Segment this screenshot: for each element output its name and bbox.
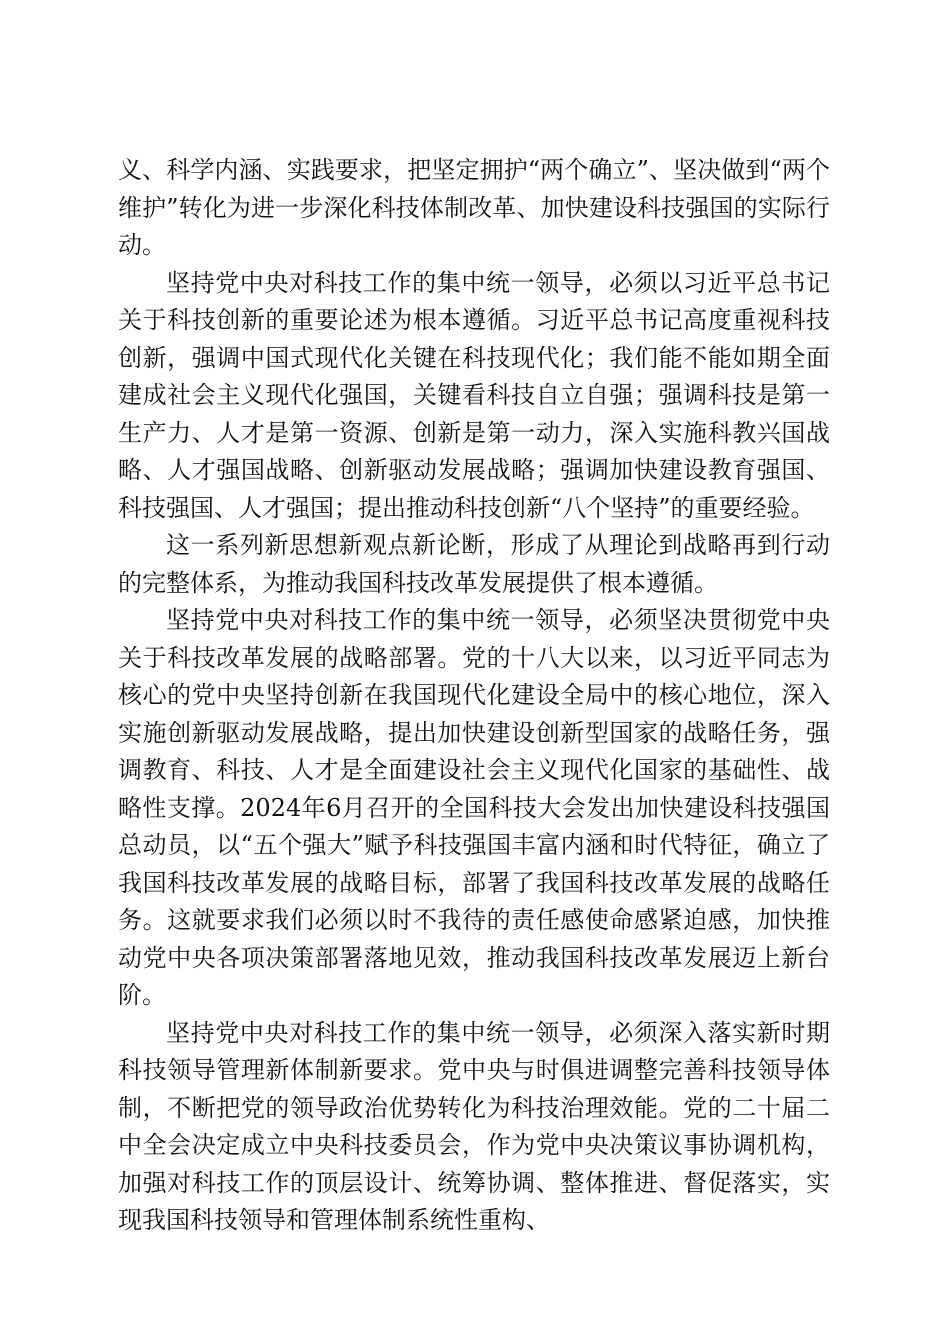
paragraph-scientific-innovation: 坚持党中央对科技工作的集中统一领导，必须以习近平总书记关于科技创新的重要论述为根本遵循。习近平总书记高度重视科技创新，强调中国式现代化关键在科技现代化；我们能不能如期全面建成社会主义现代化强国，关键看科技自立自强；强调科技是第一生产力、人才是第一资源、创新是第一动力，深入实施科教兴国战略、人才强国战略、创新驱动发展战略；强调加快建设教育强国、科技强国、人才强国；提出推动科技创新“八个坚持”的重要经验。 <box>118 268 830 522</box>
paragraph-strategic-deployment: 坚持党中央对科技工作的集中统一领导，必须坚决贯彻党中央关于科技改革发展的战略部署。党的十八大以来，以习近平同志为核心的党中央坚持创新在我国现代化建设全局中的核心地位，深入实施创新驱动发展战略，提出加快建设创新型国家的战略任务，强调教育、科技、人才是全面建设社会主义现代化国家的基础性、战略性支撑。2024年6月召开的全国科技大会发出加快建设科技强国总动员，以“五个强大”赋予科技强国丰富内涵和时代特征，确立了我国科技改革发展的战略目标，部署了我国科技改革发展的战略任务。这就要求我们必须以时不我待的责任感使命感紧迫感，加快推动党中央各项决策部署落地见效，推动我国科技改革发展迈上新台阶。 <box>118 606 830 1009</box>
paragraph-complete-system: 这一系列新思想新观点新论断，形成了从理论到战略再到行动的完整体系，为推动我国科技改革发展提供了根本遵循。 <box>118 531 830 597</box>
document-body <box>118 152 830 1240</box>
paragraph-leadership-system: 坚持党中央对科技工作的集中统一领导，必须深入落实新时期科技领导管理新体制新要求。党中央与时俱进调整完善科技领导体制，不断把党的领导政治优势转化为科技治理效能。党的二十届二中全会决定成立中央科技委员会，作为党中央决策议事协调机构，加强对科技工作的顶层设计、统筹协调、整体推进、督促落实，实现我国科技领导和管理体制系统性重构、 <box>118 1018 830 1234</box>
paragraph-continued: 义、科学内涵、实践要求，把坚定拥护“两个确立”、坚决做到“两个维护”转化为进一步深化科技体制改革、加快建设科技强国的实际行动。 <box>118 156 830 259</box>
